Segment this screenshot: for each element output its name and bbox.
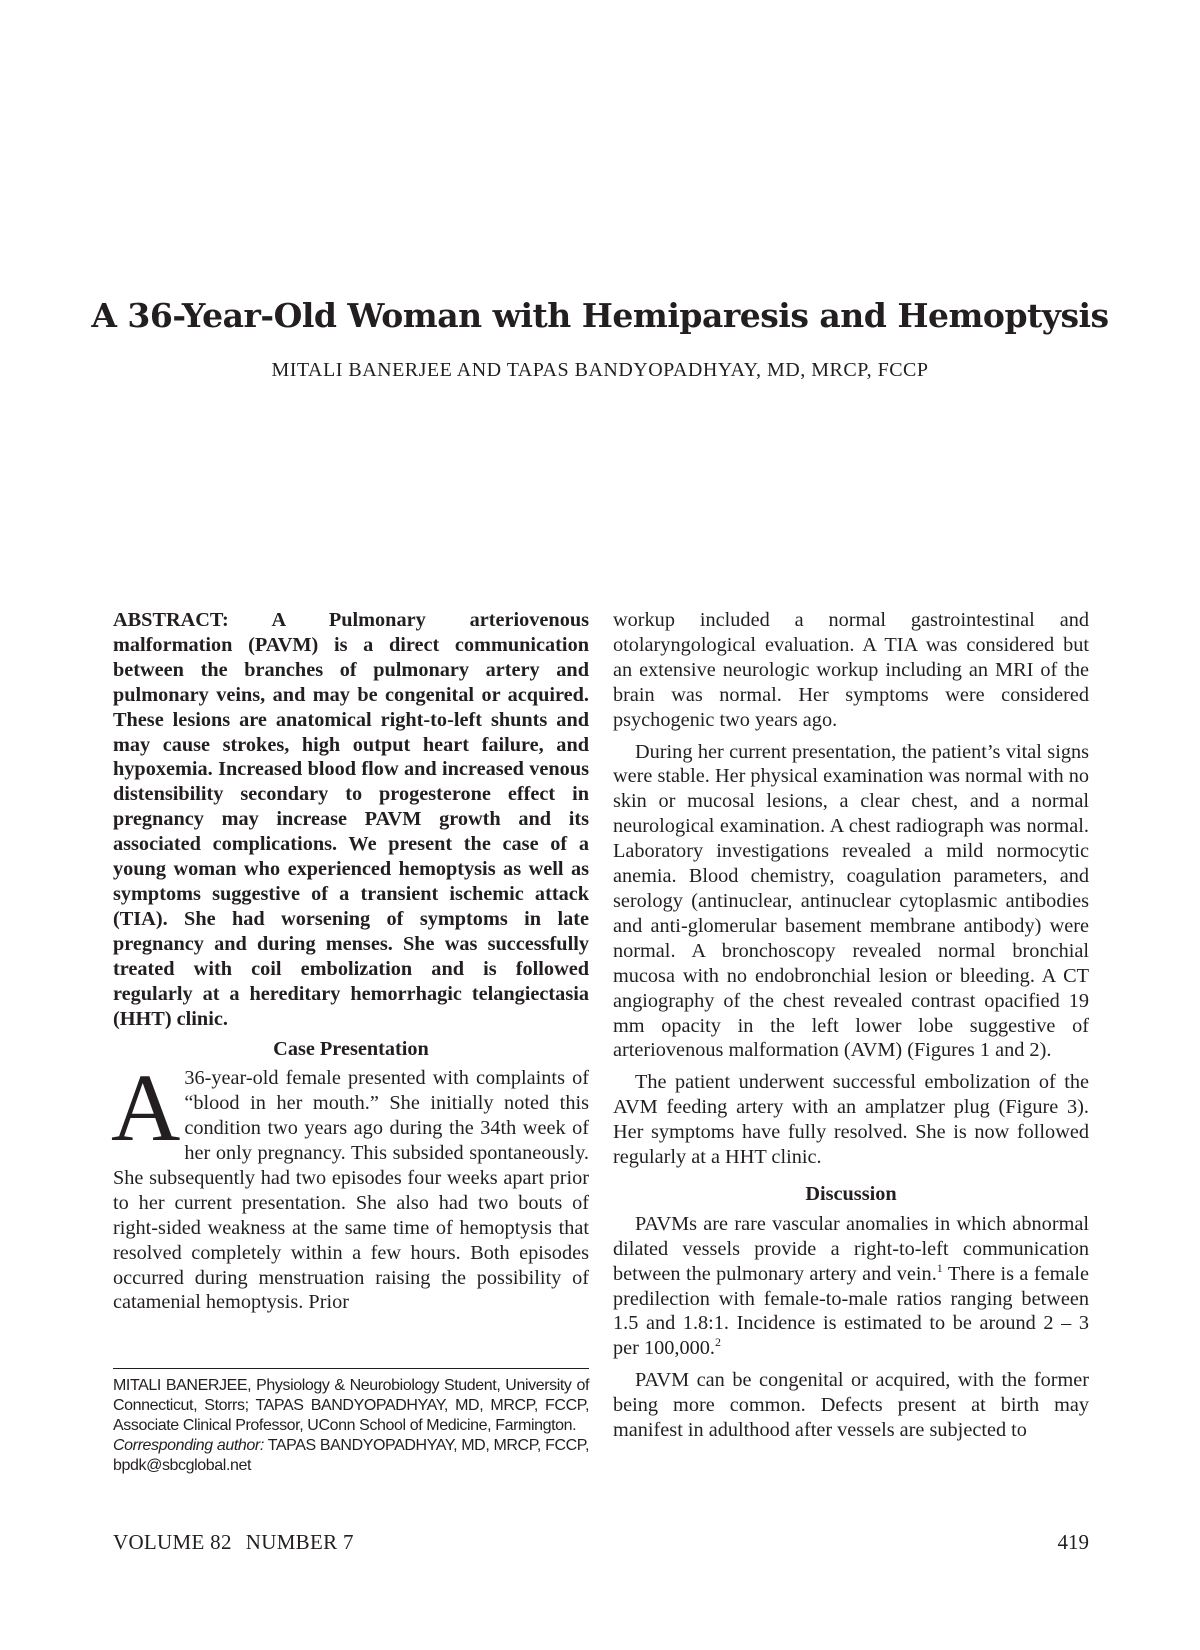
right-column	[613, 608, 1089, 1443]
footnote-corresponding	[113, 1436, 589, 1476]
case-paragraph-2: During her current presentation, the patient’s vital signs were stable. Her physical examination was normal with no skin or mucosal lesions, a clear chest, and a normal neurological examination. A chest radiograph was normal. Laboratory investigations revealed a mild normocytic anemia. Blood chemistry, coagulation parameters, and serology (antinuclear, antinuclear cytoplasmic antibodies and anti-glomerular basement membrane antibody) were normal. A bronchoscopy revealed normal bronchial mucosa with no endobronchial lesion or bleeding. A CT angiography of the chest revealed contrast opacified 19 mm opacity in the left lower lobe suggestive of arteriovenous malformation (AVM) (Figures 1 and 2).	[613, 740, 1089, 1062]
footnote-divider	[113, 1368, 589, 1369]
drop-cap: A	[111, 1054, 181, 1162]
page-number: 419	[1057, 1530, 1089, 1554]
discussion-heading: Discussion	[805, 1182, 897, 1205]
discussion-paragraph-1	[613, 1212, 1089, 1361]
reference-2: 2	[714, 1335, 721, 1350]
discussion-paragraph-2: PAVM can be congenital or acquired, with the former being more common. Defects present at birth may manifest in adulthood after vessels are subjected to	[613, 1369, 1089, 1442]
abstract-text: A Pulmonary arteriovenous malformation (PAVM) is a direct communication between the branches of pulmonary artery and pulmonary veins, and may be congenital or acquired. These lesions are anatomical right-to-left shunts and may cause strokes, high output heart failure, and hypoxemia. Increased blood flow and increased venous distensibility secondary to progesterone effect in pregnancy may increase PAVM growth and its associated complications. We present the case of a young woman who experienced hemoptysis as well as symptoms suggestive of a transient ischemic attack (TIA). She had worsening of symptoms in late pregnancy and during menses. She was successfully treated with coil embolization and is followed regularly at a hereditary hemorrhagic telangiectasia (HHT) clinic.	[113, 609, 590, 1030]
journal-volume: VOLUME 82	[113, 1530, 232, 1554]
reference-1: 1	[936, 1260, 943, 1275]
article-title: A 36-Year-Old Woman with Hemiparesis and Hemoptysis	[91, 296, 1109, 335]
journal-issue	[113, 1530, 354, 1555]
journal-number: NUMBER 7	[245, 1530, 354, 1554]
abstract-label: ABSTRACT:	[113, 609, 229, 631]
article-authors: MITALI BANERJEE AND TAPAS BANDYOPADHYAY, MD, MRCP, FCCP	[271, 359, 929, 381]
case-presentation-heading: Case Presentation	[273, 1038, 429, 1061]
case-presentation-text: 36-year-old female presented with complaints of “blood in her mouth.” She initially noted this condition two years ago during the 34th week of her only pregnancy. This subsided spontaneously. She subsequently had two episodes four weeks apart prior to her current presentation. She also had two bouts of right-sided weakness at the same time of hemoptysis that resolved completely within a few hours. Both episodes occurred during menstruation raising the possibility of catamenial hemoptysis. Prior	[113, 1067, 589, 1314]
footnote	[113, 1376, 589, 1476]
footnote-affiliations: MITALI BANERJEE, Physiology & Neurobiology Student, University of Connecticut, Storrs; TAPAS BANDYOPADHYAY, MD, MRCP, FCCP, Associate Clinical Professor, UConn School of Medicine, Farmington.	[113, 1377, 589, 1434]
discussion-text-1a: PAVMs are rare vascular anomalies in which abnormal dilated vessels provide a right-to-left communication between the pulmonary artery and vein.	[613, 1212, 1089, 1285]
abstract	[113, 608, 589, 1031]
corresponding-author-label: Corresponding author:	[113, 1437, 264, 1454]
case-paragraph-3: The patient underwent successful embolization of the AVM feeding artery with an amplatzer plug (Figure 3). Her symptoms have fully resolved. She is now followed regularly at a HHT clinic.	[613, 1071, 1089, 1169]
case-presentation-paragraph	[111, 1054, 589, 1315]
discussion-text-1b: There is a female predilection with female-to-male ratios ranging between 1.5 and 1.8:1. Incidence is estimated to be around 2 – 3 per 100,000.	[613, 1262, 1090, 1360]
case-continuation-paragraph: workup included a normal gastrointestinal and otolaryngological evaluation. A TIA was considered but an extensive neurologic workup including an MRI of the brain was normal. Her symptoms were considered psychogenic two years ago.	[613, 609, 1089, 731]
left-column	[113, 608, 589, 1315]
corresponding-author-details: TAPAS BANDYOPADHYAY, MD, MRCP, FCCP, bpdk@sbcglobal.net	[113, 1437, 590, 1474]
